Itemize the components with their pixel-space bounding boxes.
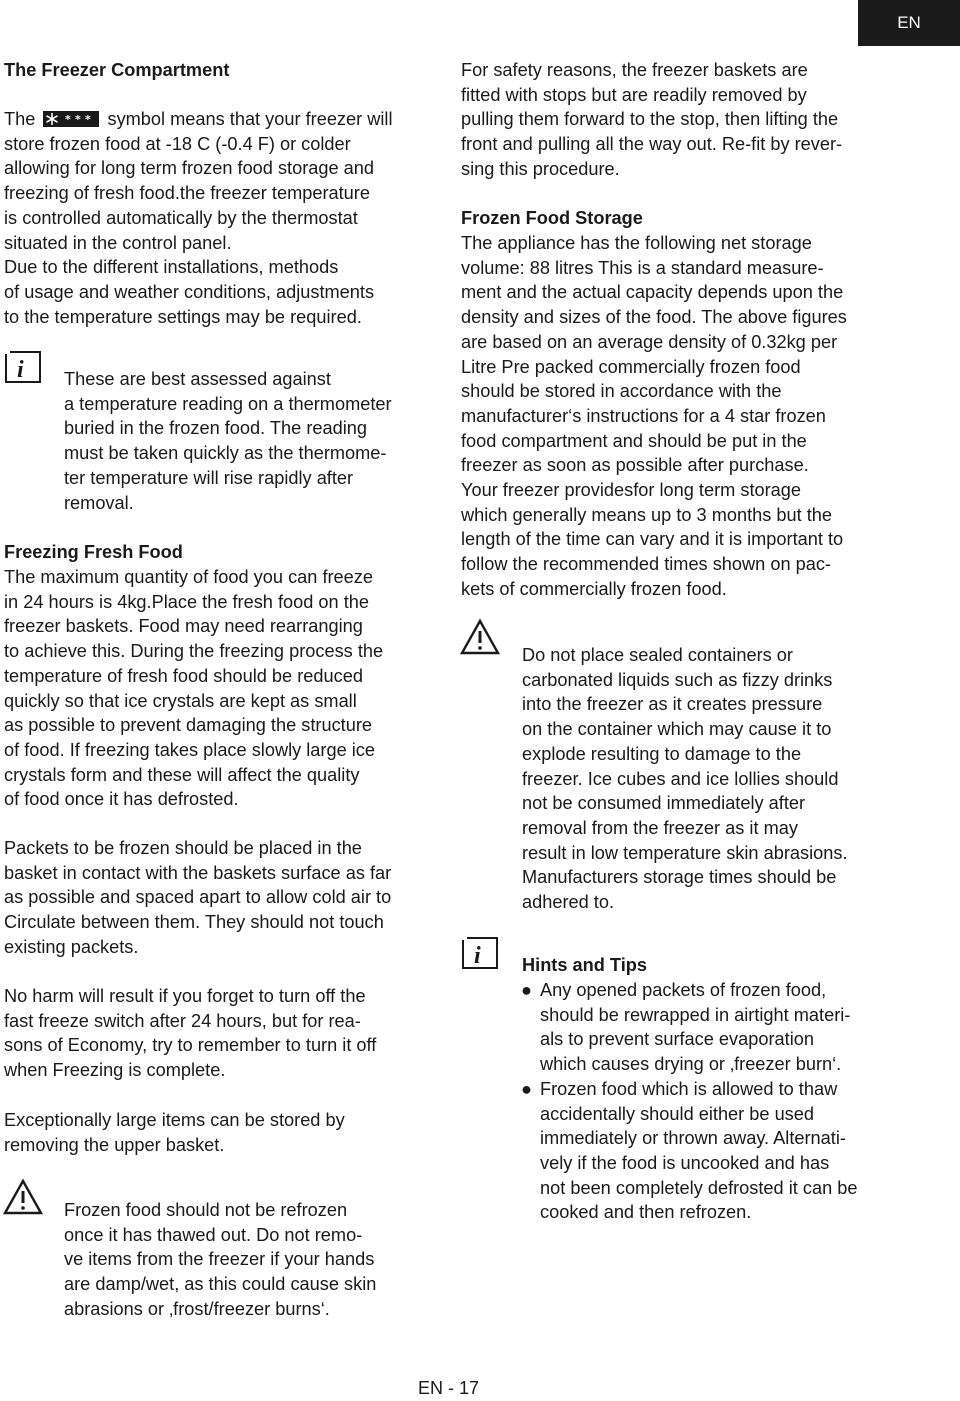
- warning-note-line: adhered to.: [522, 892, 615, 913]
- fresh-food-line: of food. If freezing takes place slowly large ice: [4, 739, 376, 760]
- storage-line: which generally means up to 3 months but the: [461, 504, 833, 525]
- safety-line: front and pulling all the way out. Re-fit by rever-: [461, 134, 843, 155]
- warning-note-line: Manufacturers storage times should be: [522, 867, 837, 888]
- intro-line: of usage and weather conditions, adjustments: [4, 281, 375, 302]
- intro-line: situated in the control panel.: [4, 232, 232, 253]
- warning-note-line: abrasions or ‚frost/freezer burns‘.: [64, 1298, 330, 1319]
- warning-note-line: are damp/wet, as this could cause skin: [64, 1274, 377, 1295]
- warning-note-line: Do not place sealed containers or: [522, 645, 793, 665]
- intro-text-after-symbol: symbol means that your freezer will: [107, 109, 393, 129]
- four-star-freezer-symbol-icon: [43, 111, 99, 127]
- info-note-line: removal.: [64, 492, 134, 513]
- storage-line: should be stored in accordance with the: [461, 381, 782, 402]
- fresh-food-line: quickly so that ice crystals are kept as small: [4, 690, 357, 711]
- intro-line: store frozen food at -18 C (-0.4 F) or colder: [4, 133, 351, 154]
- svg-text:*: *: [75, 113, 82, 126]
- hint-line: cooked and then refrozen.: [540, 1202, 752, 1223]
- intro-line: to the temperature settings may be required.: [4, 306, 362, 327]
- hint-line: Any opened packets of frozen food,: [540, 980, 827, 1000]
- warning-note-line: into the freezer as it creates pressure: [522, 694, 823, 715]
- hint-line: als to prevent surface evaporation: [540, 1029, 814, 1050]
- large-items-paragraph: [4, 1108, 444, 1157]
- warning-note-line: ve items from the freezer if your hands: [64, 1249, 375, 1270]
- refreeze-warning-note: [64, 1198, 444, 1322]
- hints-list: [521, 978, 930, 1225]
- storage-line: Your freezer providesfor long term storage: [461, 480, 802, 501]
- warning-note-line: carbonated liquids such as fizzy drinks: [522, 669, 833, 690]
- warning-note-line: on the container which may cause it to: [522, 719, 832, 740]
- info-note-line: ter temperature will rise rapidly after: [64, 467, 354, 488]
- storage-line: ment and the actual capacity depends upon the: [461, 282, 844, 303]
- warning-note-line: not be consumed immediately after: [522, 793, 806, 814]
- fresh-food-line: in 24 hours is 4kg.Place the fresh food on the: [4, 591, 369, 612]
- packets-line: Circulate between them. They should not touch: [4, 912, 384, 933]
- safety-line: pulling them forward to the stop, then lifting the: [461, 109, 839, 130]
- intro-line: Due to the different installations, methods: [4, 257, 339, 278]
- fresh-food-line: crystals form and these will affect the quality: [4, 764, 360, 785]
- intro-first-line: [4, 107, 444, 132]
- safety-line: sing this procedure.: [461, 158, 620, 179]
- fresh-food-line: The maximum quantity of food you can freeze: [4, 567, 373, 587]
- warning-note-line: once it has thawed out. Do not remo-: [64, 1224, 363, 1245]
- fresh-food-line: to achieve this. During the freezing process the: [4, 641, 384, 662]
- large-items-line: Exceptionally large items can be stored by: [4, 1110, 345, 1130]
- intro-line: allowing for long term frozen food storage and: [4, 158, 375, 179]
- sealed-containers-warning-note: [522, 643, 922, 915]
- storage-line: volume: 88 litres This is a standard measure-: [461, 257, 824, 278]
- packets-line: existing packets.: [4, 936, 139, 957]
- language-tab-label: EN: [897, 12, 921, 32]
- fast-freeze-line: sons of Economy, try to remember to turn it off: [4, 1035, 377, 1056]
- fresh-food-line: temperature of fresh food should be reduced: [4, 665, 363, 686]
- frozen-food-storage-paragraph: [461, 231, 931, 602]
- hint-line: Frozen food which is allowed to thaw: [540, 1078, 838, 1099]
- svg-text:i: i: [17, 357, 24, 383]
- info-icon: [4, 350, 44, 391]
- warning-note-line: result in low temperature skin abrasions.: [522, 842, 848, 863]
- page-number: EN - 17: [418, 1378, 480, 1398]
- info-note-line: These are best assessed against: [64, 369, 331, 389]
- freezing-fresh-food-heading: Freezing Fresh Food: [4, 542, 183, 562]
- language-tab: [858, 0, 960, 46]
- info-note-line: a temperature reading on a thermometer: [64, 393, 392, 414]
- info-icon: [461, 936, 501, 977]
- hint-line: not been completely defrosted it can be: [540, 1177, 858, 1198]
- hint-list-item: [521, 1077, 930, 1225]
- packets-line: basket in contact with the baskets surface as far: [4, 862, 392, 883]
- bullet-icon: ●: [521, 980, 532, 1000]
- packets-line: as possible and spaced apart to allow cold air to: [4, 887, 392, 908]
- storage-line: Litre Pre packed commercially frozen food: [461, 356, 801, 377]
- freezer-intro-paragraph: [4, 107, 444, 329]
- packets-paragraph: [4, 836, 444, 960]
- storage-line: density and sizes of the food. The above figures: [461, 307, 847, 328]
- warning-note-line: freezer. Ice cubes and ice lollies should: [522, 768, 839, 789]
- fast-freeze-paragraph: [4, 984, 444, 1083]
- fast-freeze-line: fast freeze switch after 24 hours, but for rea-: [4, 1010, 361, 1031]
- storage-line: manufacturer‘s instructions for a 4 star frozen: [461, 405, 826, 426]
- warning-note-line: explode resulting to damage to the: [522, 743, 802, 764]
- warning-note-line: Frozen food should not be refrozen: [64, 1200, 348, 1220]
- fresh-food-line: freezer baskets. Food may need rearranging: [4, 616, 363, 637]
- warning-icon: [459, 618, 501, 663]
- fast-freeze-line: No harm will result if you forget to turn off the: [4, 986, 366, 1006]
- storage-line: kets of commercially frozen food.: [461, 578, 727, 599]
- freezing-fresh-food-paragraph: [4, 565, 444, 812]
- hint-line: should be rewrapped in airtight materi-: [540, 1004, 851, 1025]
- hint-line: which causes drying or ‚freezer burn‘.: [540, 1054, 842, 1075]
- hint-line: immediately or thrown away. Alternati-: [540, 1128, 846, 1149]
- warning-icon: [2, 1178, 44, 1223]
- hint-line: vely if the food is uncooked and has: [540, 1152, 830, 1173]
- thermometer-info-note: [64, 367, 444, 515]
- frozen-food-storage-heading: Frozen Food Storage: [461, 208, 643, 228]
- large-items-line: removing the upper basket.: [4, 1134, 225, 1155]
- storage-line: The appliance has the following net storage: [461, 233, 812, 253]
- svg-text:*: *: [85, 113, 92, 126]
- fresh-food-line: of food once it has defrosted.: [4, 789, 239, 810]
- basket-safety-paragraph: [461, 58, 931, 182]
- warning-note-line: removal from the freezer as it may: [522, 817, 798, 838]
- freezer-compartment-heading: The Freezer Compartment: [4, 60, 230, 80]
- safety-line: For safety reasons, the freezer baskets are: [461, 60, 808, 80]
- svg-text:*: *: [65, 113, 72, 126]
- fast-freeze-line: when Freezing is complete.: [4, 1060, 226, 1081]
- hints-and-tips-heading: Hints and Tips: [522, 955, 647, 975]
- bullet-icon: ●: [521, 1078, 532, 1099]
- info-note-line: buried in the frozen food. The reading: [64, 418, 367, 439]
- hint-line: accidentally should either be used: [540, 1103, 815, 1124]
- storage-line: freezer as soon as possible after purchase.: [461, 455, 809, 476]
- hint-list-item: [521, 978, 930, 1077]
- fresh-food-line: as possible to prevent damaging the structure: [4, 715, 373, 736]
- storage-line: are based on an average density of 0.32kg per: [461, 331, 838, 352]
- storage-line: follow the recommended times shown on pac-: [461, 554, 831, 575]
- safety-line: fitted with stops but are readily removed by: [461, 84, 807, 105]
- packets-line: Packets to be frozen should be placed in the: [4, 838, 362, 858]
- svg-text:i: i: [474, 943, 481, 969]
- intro-line: freezing of fresh food.the freezer temperature: [4, 183, 370, 204]
- intro-line: is controlled automatically by the thermostat: [4, 207, 358, 228]
- info-note-line: must be taken quickly as the thermome-: [64, 443, 387, 464]
- storage-line: food compartment and should be put in the: [461, 430, 807, 451]
- intro-text-before-symbol: The: [4, 109, 36, 129]
- storage-line: length of the time can vary and it is important to: [461, 529, 844, 550]
